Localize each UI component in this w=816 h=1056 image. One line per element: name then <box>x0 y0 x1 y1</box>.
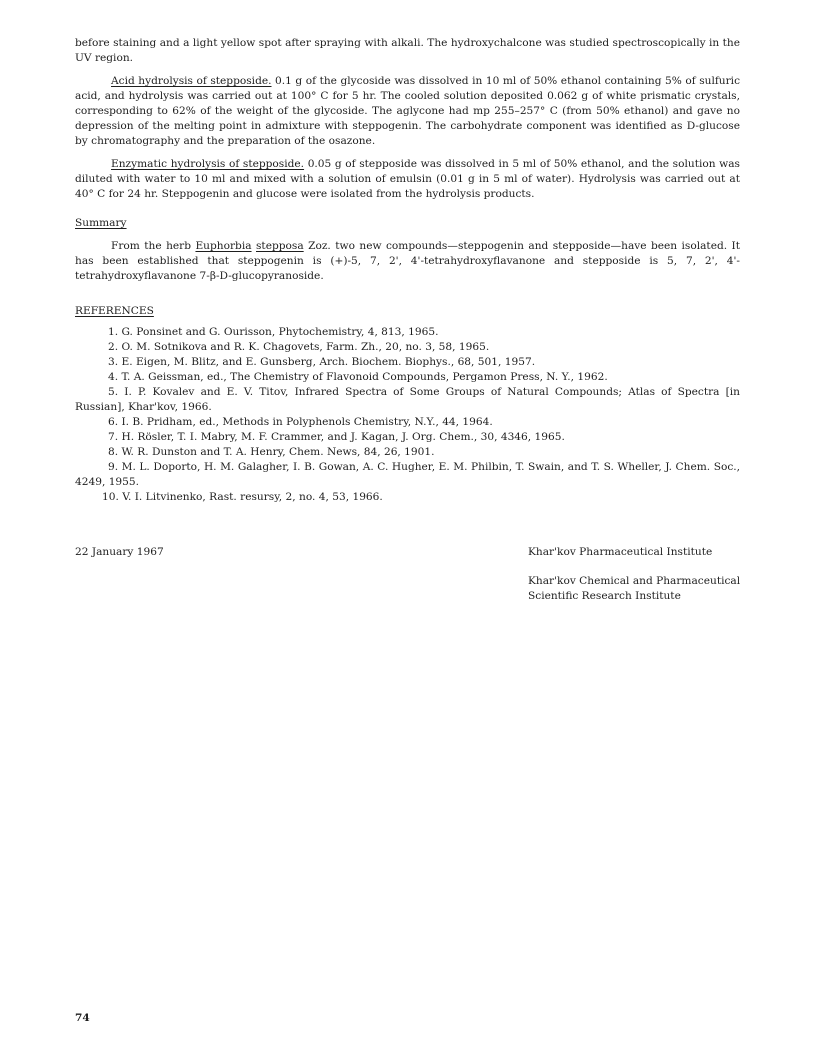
page-body <box>75 36 740 505</box>
reference-item-6: 6. I. B. Pridham, ed., Methods in Polyphenols Chemistry, N.Y., 44, 1964. <box>108 416 493 428</box>
summary-text-before: From the herb <box>111 240 196 252</box>
affiliation-2-line-2: Scientific Research Institute <box>528 590 681 602</box>
affiliation-2-line-1: Khar'kov Chemical and Pharmaceutical <box>528 575 741 587</box>
summary-paragraph <box>75 239 740 284</box>
acid-hydrolysis-paragraph <box>75 74 740 149</box>
references-list <box>75 325 740 505</box>
summary-species: stepposa <box>256 240 304 252</box>
acid-hydrolysis-title: Acid hydrolysis of stepposide. <box>111 75 272 87</box>
affiliation-1: Khar'kov Pharmaceutical Institute <box>528 546 713 558</box>
reference-item-9: 9. M. L. Doporto, H. M. Galagher, I. B. Gowan, A. C. Hugher, E. M. Philbin, T. Swain, and T. S. Wheller, J. Chem. Soc., 4249, 1955. <box>75 461 740 488</box>
reference-item-2: 2. O. M. Sotnikova and R. K. Chagovets, Farm. Zh., 20, no. 3, 58, 1965. <box>108 341 490 353</box>
reference-item-3: 3. E. Eigen, M. Blitz, and E. Gunsberg, Arch. Biochem. Biophys., 68, 501, 1957. <box>108 356 536 368</box>
summary-genus: Euphorbia <box>195 240 252 252</box>
intro-paragraph-tail: before staining and a light yellow spot after spraying with alkali. The hydroxychalcone was studied spectroscopically in the UV region. <box>75 37 740 64</box>
reference-item-5: 5. I. P. Kovalev and E. V. Titov, Infrared Spectra of Some Groups of Natural Compounds; Atlas of Spectra [in Russian], Khar'kov, 1966. <box>75 386 740 413</box>
reference-item-7: 7. H. Rösler, T. I. Mabry, M. F. Crammer, and J. Kagan, J. Org. Chem., 30, 4346, 1965. <box>108 431 565 443</box>
page-number: 74 <box>75 1012 90 1024</box>
reference-item-4: 4. T. A. Geissman, ed., The Chemistry of Flavonoid Compounds, Pergamon Press, N. Y., 1962. <box>108 371 608 383</box>
affiliation-2 <box>528 574 768 604</box>
acid-hydrolysis-text: 0.1 g of the glycoside was dissolved in 10 ml of 50% ethanol containing 5% of sulfuric acid, and hydrolysis was carried out at 100° C for 5 hr. The cooled solution deposited 0.062 g of white prismatic crystals, corresponding to 62% of the weight of the glycoside. The aglycone had mp 255–257° C (from 50% ethanol) and gave no depression of the melting point in admixture with steppogenin. The carbohydrate component was identified as D-glucose by chromatography and the preparation of the osazone. <box>75 75 741 147</box>
affiliations <box>528 545 768 611</box>
references-heading <box>75 304 740 319</box>
references-heading-text: REFERENCES <box>75 305 154 317</box>
summary-heading-text: Summary <box>75 217 127 229</box>
reference-item-1: 1. G. Ponsinet and G. Ourisson, Phytochemistry, 4, 813, 1965. <box>108 326 439 338</box>
enzymatic-hydrolysis-text: 0.05 g of stepposide was dissolved in 5 ml of 50% ethanol, and the solution was diluted with water to 10 ml and mixed with a solution of emulsin (0.01 g in 5 ml of water). Hydrolysis was carried out at 40° C for 24 hr. Steppogenin and glucose were isolated from the hydrolysis products. <box>75 158 740 200</box>
reference-item-10: 10. V. I. Litvinenko, Rast. resursy, 2, no. 4, 53, 1966. <box>102 491 383 503</box>
received-date: 22 January 1967 <box>75 546 164 558</box>
summary-text-after: Zoz. two new compounds—steppogenin and stepposide—have been isolated. It has been established that steppogenin is (+)-5, 7, 2', 4'-tetrahydroxyflavanone and stepposide is 5, 7, 2', 4'-tetrahydroxyflavanone 7-β-D-glucopyranoside. <box>75 240 740 282</box>
enzymatic-hydrolysis-title: Enzymatic hydrolysis of stepposide. <box>111 158 305 170</box>
summary-heading <box>75 216 740 231</box>
reference-item-8: 8. W. R. Dunston and T. A. Henry, Chem. News, 84, 26, 1901. <box>108 446 435 458</box>
enzymatic-hydrolysis-paragraph <box>75 157 740 202</box>
